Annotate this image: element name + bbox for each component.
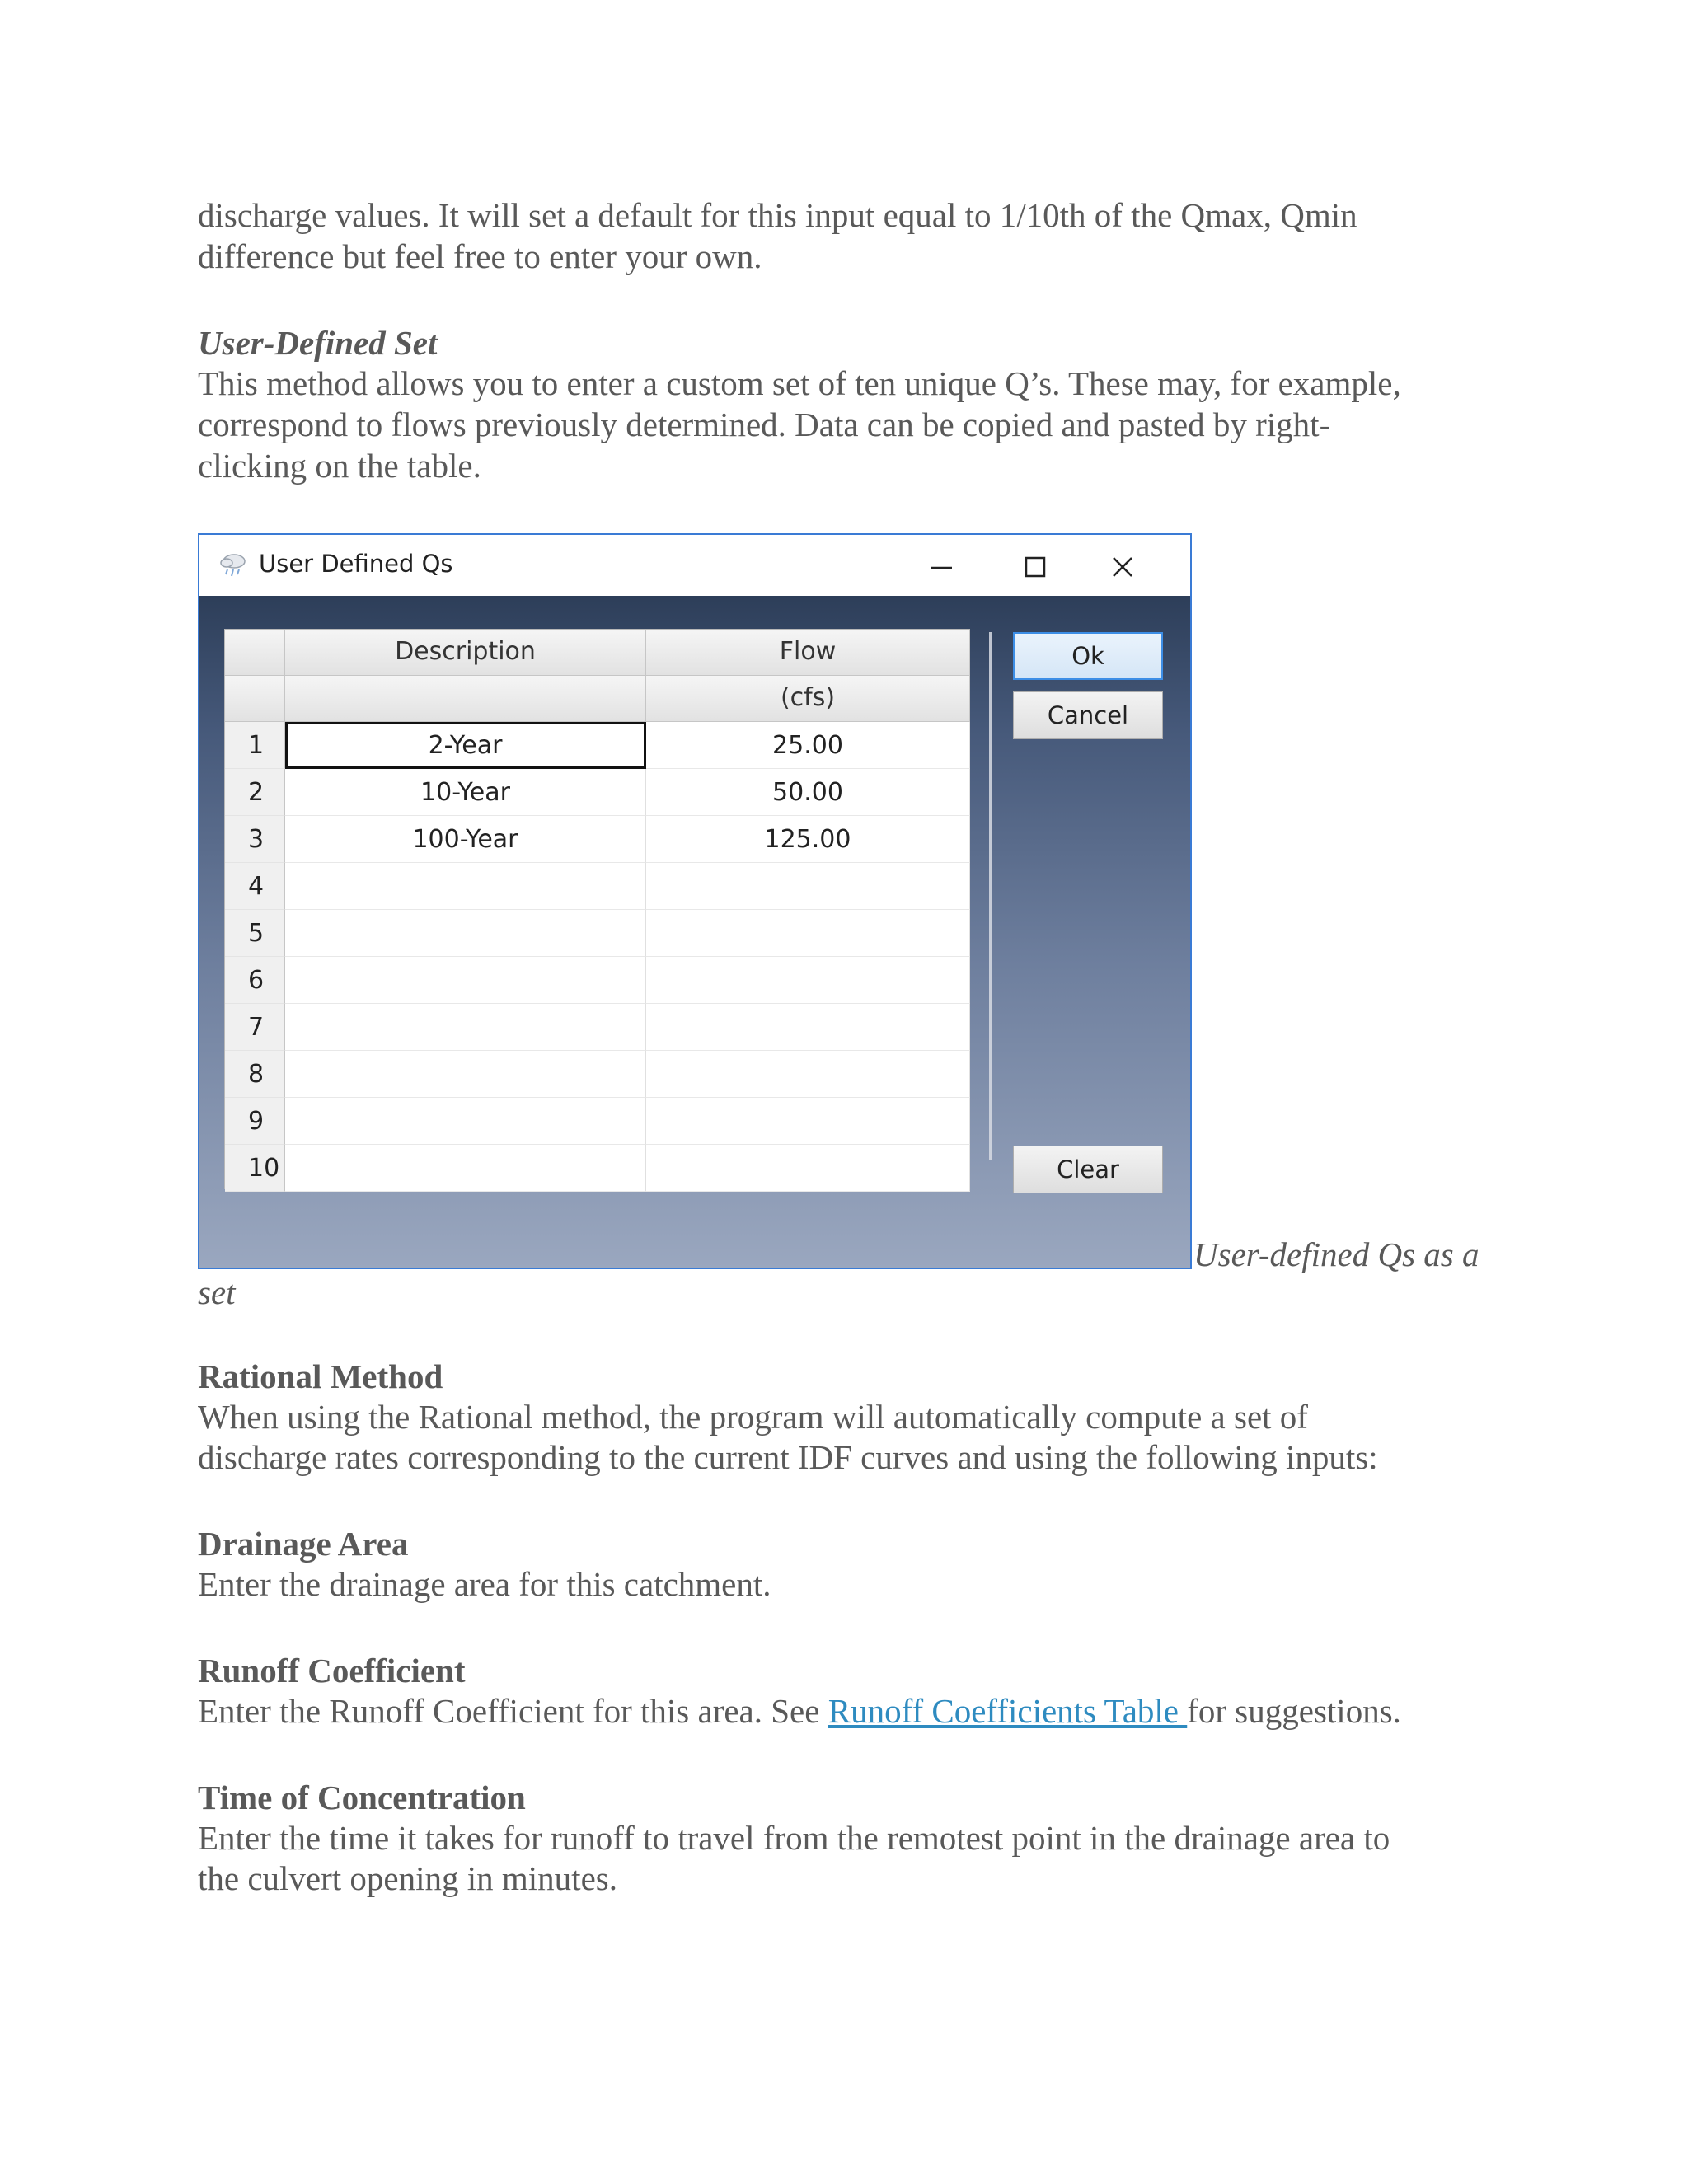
toc-line-1: Enter the time it takes for runoff to travel from the remotest point in the drainage area to (198, 1819, 1390, 1857)
row-number[interactable]: 6 (225, 957, 285, 1004)
toc-line-2: the culvert opening in minutes. (198, 1859, 617, 1897)
user-defined-line-2: correspond to flows previously determined. Data can be copied and pasted by right- (198, 405, 1331, 443)
description-cell[interactable]: 2-Year (285, 722, 646, 769)
dialog-titlebar[interactable] (199, 535, 1190, 596)
description-cell[interactable] (285, 1004, 646, 1051)
clear-button[interactable]: Clear (1013, 1146, 1163, 1193)
drainage-text: Enter the drainage area for this catchment. (198, 1565, 771, 1603)
dialog-client-area (199, 596, 1190, 1268)
maximize-icon[interactable] (1024, 555, 1047, 579)
table-corner-header (225, 630, 285, 676)
drainage-heading: Drainage Area (198, 1525, 409, 1563)
row-number[interactable]: 8 (225, 1051, 285, 1098)
runoff-coefficients-table-link[interactable]: Runoff Coefficients Table (828, 1692, 1188, 1730)
column-unit-description (285, 676, 646, 722)
row-number[interactable]: 2 (225, 769, 285, 816)
table-corner-unit (225, 676, 285, 722)
flow-cell[interactable] (646, 1051, 970, 1098)
intro-line-2: difference but feel free to enter your own. (198, 237, 762, 275)
description-cell[interactable] (285, 1051, 646, 1098)
ok-button[interactable]: Ok (1013, 632, 1163, 680)
flow-cell[interactable] (646, 1098, 970, 1145)
column-header-description[interactable]: Description (285, 630, 646, 676)
user-defined-heading: User-Defined Set (198, 324, 438, 362)
panel-splitter[interactable] (989, 632, 992, 1160)
row-number[interactable]: 3 (225, 816, 285, 863)
runoff-heading: Runoff Coefficient (198, 1652, 466, 1690)
user-defined-line-1: This method allows you to enter a custom set of ten unique Q’s. These may, for example, (198, 364, 1401, 402)
intro-line-1: discharge values. It will set a default for this input equal to 1/10th of the Qmax, Qmin (198, 196, 1357, 234)
flow-cell[interactable] (646, 1004, 970, 1051)
user-defined-qs-dialog (198, 533, 1192, 1269)
row-number[interactable]: 10 (225, 1145, 285, 1192)
figure-caption-part-2: set (198, 1273, 236, 1311)
description-cell[interactable]: 100-Year (285, 816, 646, 863)
row-number[interactable]: 9 (225, 1098, 285, 1145)
row-number[interactable]: 7 (225, 1004, 285, 1051)
description-cell[interactable] (285, 863, 646, 910)
rational-line-1: When using the Rational method, the program will automatically compute a set of (198, 1398, 1308, 1436)
flows-table[interactable] (224, 629, 970, 1189)
row-number[interactable]: 1 (225, 722, 285, 769)
description-cell[interactable] (285, 1145, 646, 1192)
flow-cell[interactable]: 25.00 (646, 722, 970, 769)
column-header-flow[interactable]: Flow (646, 630, 970, 676)
description-cell[interactable] (285, 1098, 646, 1145)
close-icon[interactable] (1111, 555, 1134, 579)
row-number[interactable]: 4 (225, 863, 285, 910)
cancel-button[interactable]: Cancel (1013, 691, 1163, 739)
rational-heading: Rational Method (198, 1357, 443, 1395)
dialog-title: User Defined Qs (259, 550, 453, 578)
user-defined-line-3: clicking on the table. (198, 447, 481, 485)
runoff-text-after: for suggestions. (1187, 1692, 1401, 1730)
runoff-text-before: Enter the Runoff Coefficient for this area. See (198, 1692, 828, 1730)
flow-cell[interactable] (646, 1145, 970, 1192)
description-cell[interactable] (285, 957, 646, 1004)
column-unit-flow: (cfs) (646, 676, 970, 722)
toc-heading: Time of Concentration (198, 1779, 526, 1816)
flow-cell[interactable]: 125.00 (646, 816, 970, 863)
flow-cell[interactable] (646, 910, 970, 957)
minimize-icon[interactable] (930, 555, 953, 579)
flow-cell[interactable] (646, 957, 970, 1004)
flow-cell[interactable]: 50.00 (646, 769, 970, 816)
rational-line-2: discharge rates corresponding to the current IDF curves and using the following inputs: (198, 1438, 1378, 1476)
row-number[interactable]: 5 (225, 910, 285, 957)
description-cell[interactable] (285, 910, 646, 957)
figure-caption-part-1: User-defined Qs as a (1193, 1235, 1479, 1273)
rain-cloud-icon (218, 551, 251, 579)
description-cell[interactable]: 10-Year (285, 769, 646, 816)
runoff-text (198, 1690, 1500, 1732)
flow-cell[interactable] (646, 863, 970, 910)
